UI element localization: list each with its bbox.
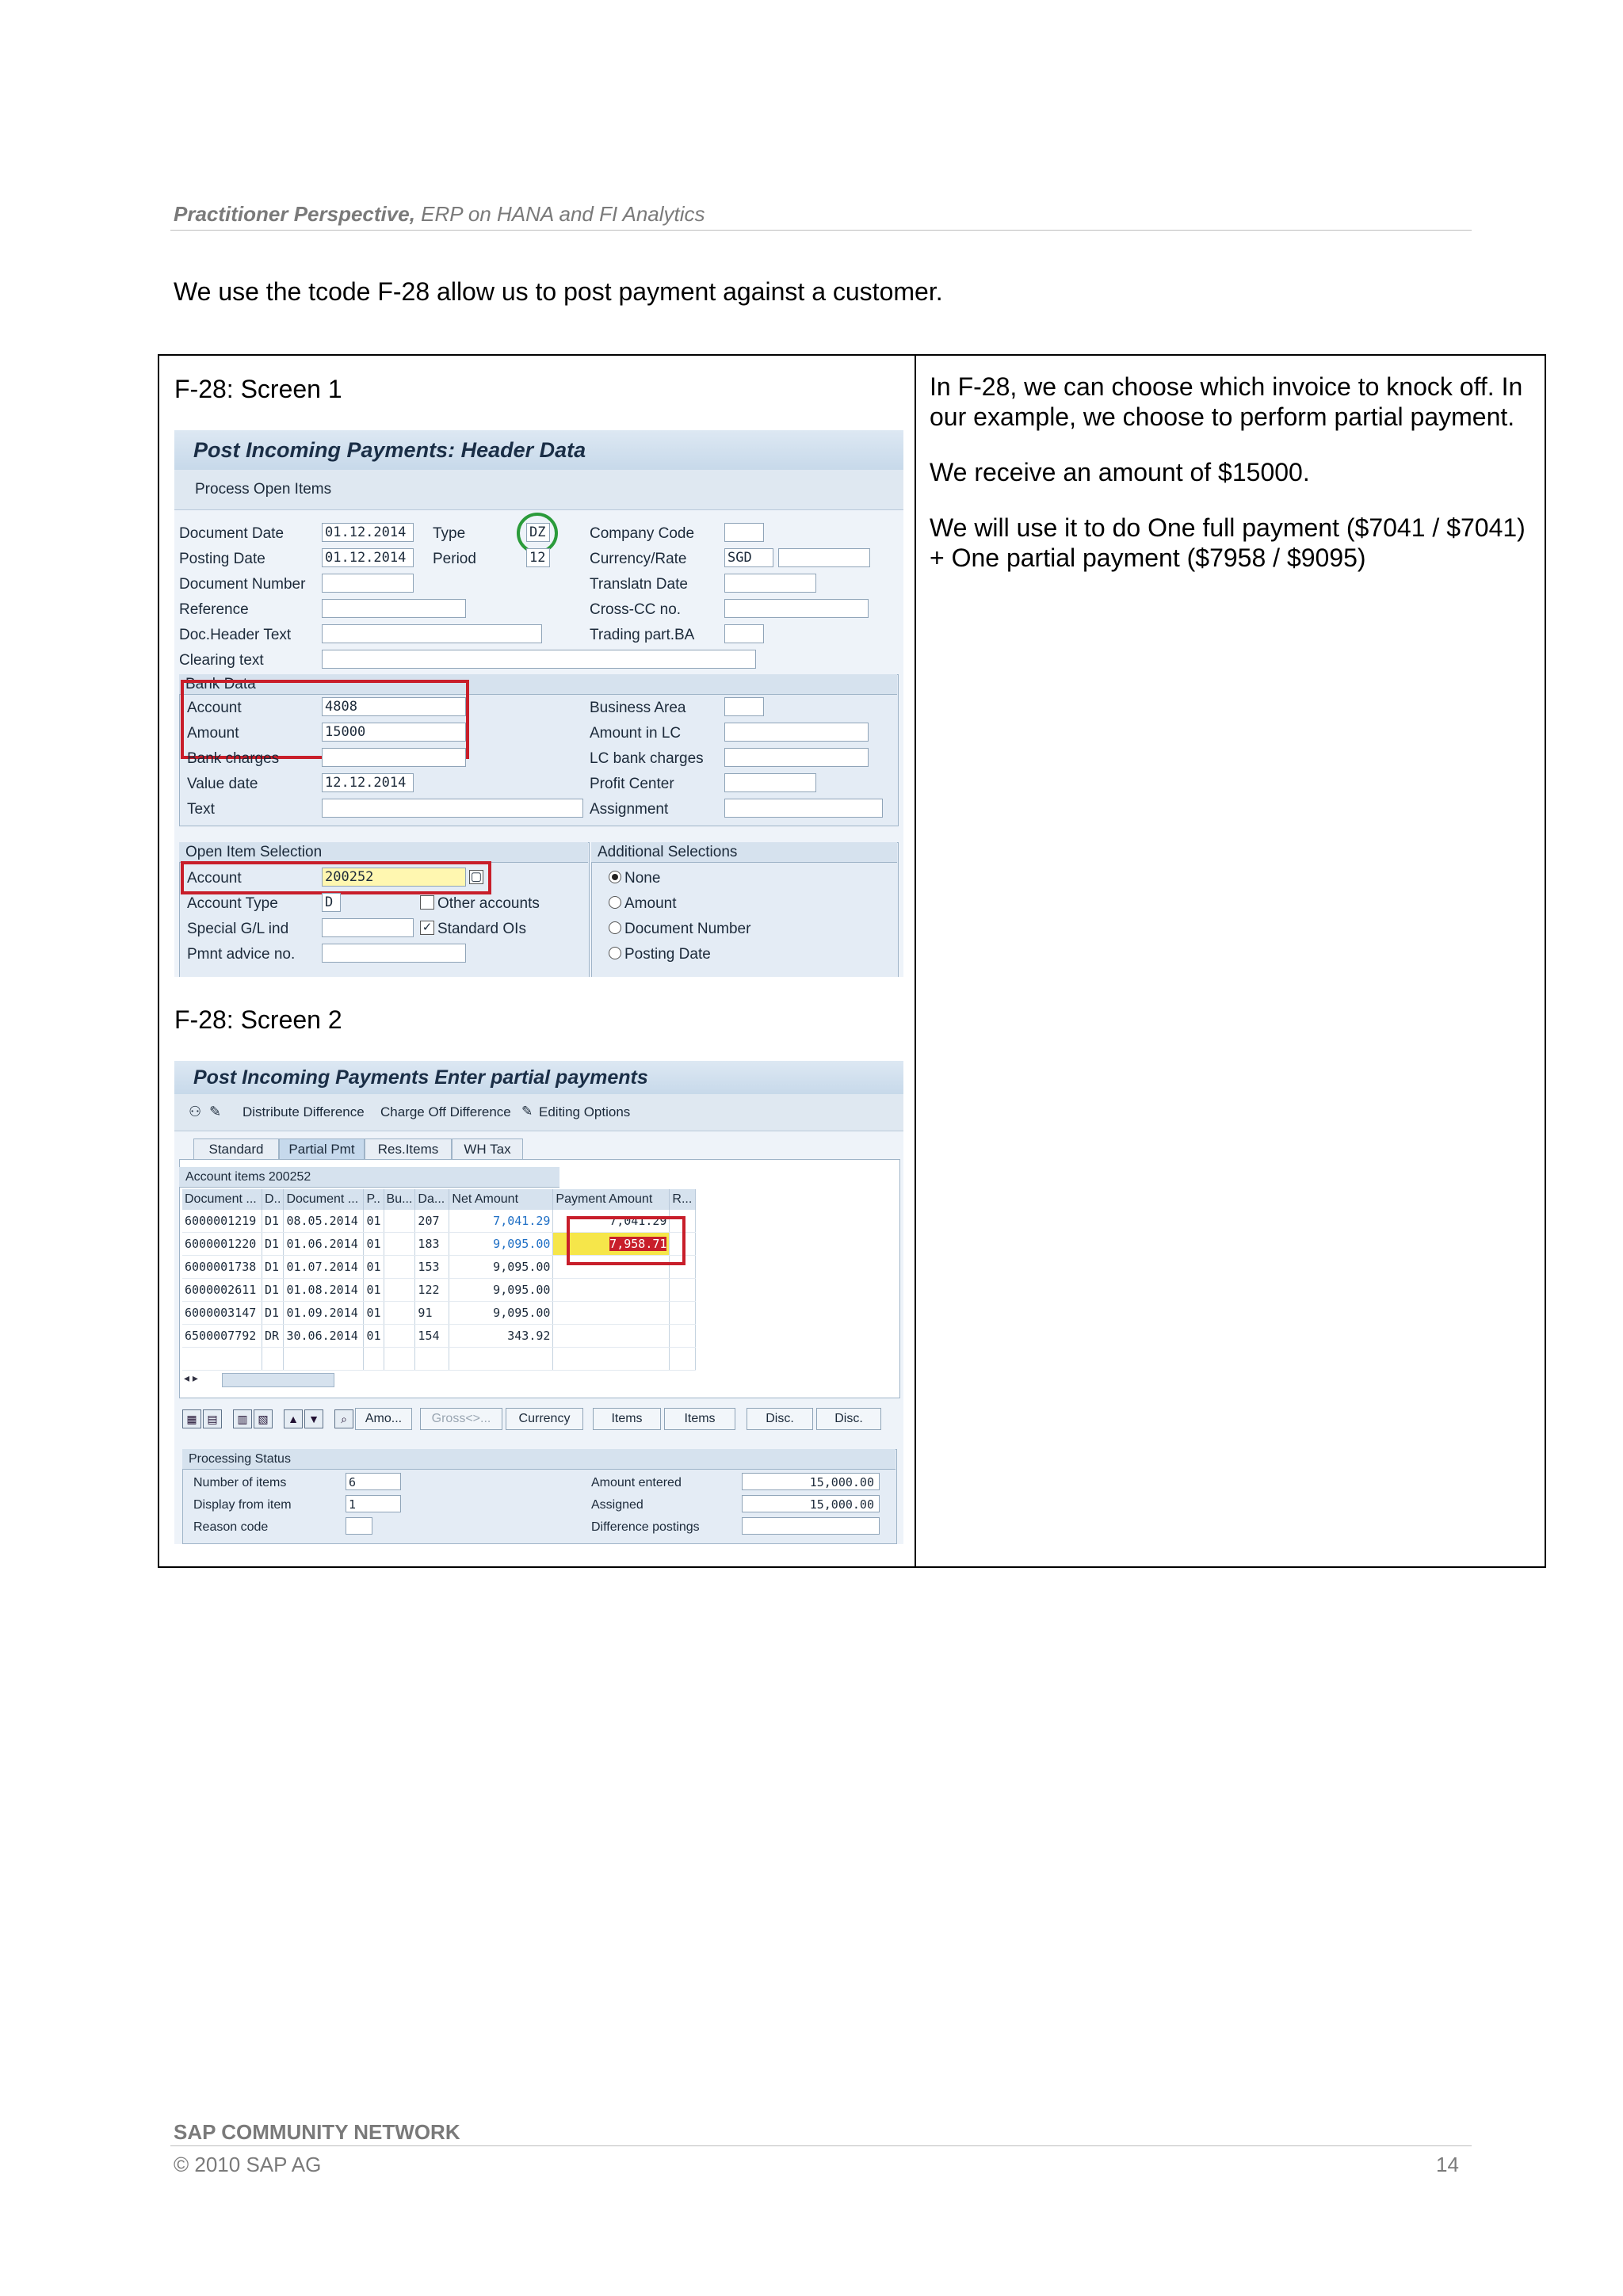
header-rule [170, 230, 1472, 231]
net-amount-cell: 9,095.00 [449, 1279, 553, 1302]
oi-account-field[interactable]: 200252 [322, 868, 466, 887]
amount-field[interactable]: 15000 [322, 723, 466, 742]
cell [384, 1256, 415, 1279]
horizontal-scrollbar[interactable] [222, 1373, 334, 1387]
cell: DR [262, 1325, 284, 1348]
exchange-rate-field[interactable] [778, 548, 870, 567]
radio-empty-icon [609, 896, 621, 909]
cell: D1 [262, 1256, 284, 1279]
radio-none[interactable] [609, 870, 660, 887]
radio-docnum-label: Document Number [624, 921, 751, 937]
open-item-selection-heading: Open Item Selection [179, 842, 588, 863]
cell: 183 [415, 1233, 449, 1256]
account-type-label: Account Type [187, 895, 278, 912]
currency-rate-label: Currency/Rate [590, 551, 687, 567]
screen1-toolbar [174, 470, 903, 510]
tab-standard[interactable]: Standard [193, 1138, 279, 1159]
doc-header-text-label: Doc.Header Text [179, 627, 292, 643]
net-amount-cell: 9,095.00 [449, 1256, 553, 1279]
cell: 01 [364, 1256, 384, 1279]
bank-charges-label: Bank charges [187, 750, 280, 767]
cell: 153 [415, 1256, 449, 1279]
items-activate-button[interactable]: Items [593, 1408, 661, 1430]
reason-code-label: Reason code [193, 1520, 269, 1534]
charge-off-difference-button[interactable]: Charge Off Difference [380, 1104, 511, 1119]
payment-amount-cell[interactable] [553, 1279, 670, 1302]
cell: 01.08.2014 [284, 1279, 364, 1302]
account-type-field[interactable]: D [322, 893, 341, 912]
radio-posting-date[interactable] [609, 946, 711, 963]
trading-part-label: Trading part.BA [590, 627, 695, 643]
radio-empty-icon [609, 947, 621, 959]
col-d[interactable]: D.. [262, 1189, 284, 1210]
tab-partial-pmt[interactable]: Partial Pmt [279, 1138, 365, 1159]
currency-field[interactable]: SGD [724, 548, 773, 567]
scroll-left-right-icon[interactable]: ◂ ▸ [184, 1371, 198, 1384]
cell: 01 [364, 1325, 384, 1348]
business-area-field[interactable] [724, 697, 764, 716]
cell: D1 [262, 1210, 284, 1233]
screen2-title: Post Incoming Payments Enter partial payments [174, 1061, 903, 1094]
cell: 154 [415, 1325, 449, 1348]
search-help-icon[interactable]: ▢ [470, 870, 483, 883]
additional-selections-heading: Additional Selections [591, 842, 897, 863]
edit-icon[interactable]: ✎ [209, 1104, 222, 1119]
disc-deactivate-button[interactable]: Disc. [816, 1408, 881, 1430]
reference-label: Reference [179, 601, 249, 618]
editing-options-button[interactable]: Editing Options [539, 1104, 631, 1119]
tab-res-items[interactable]: Res.Items [365, 1138, 452, 1159]
net-amount-cell: 9,095.00 [449, 1233, 553, 1256]
cell: D1 [262, 1279, 284, 1302]
lc-bank-charges-field[interactable] [724, 748, 869, 767]
filter-icon[interactable]: ▼ [304, 1409, 323, 1428]
cell: 91 [415, 1302, 449, 1325]
pmnt-advice-label: Pmnt advice no. [187, 946, 296, 963]
explanation-p1: In F-28, we can choose which invoice to knock off. In our example, we choose to perform partial payment. [930, 372, 1523, 431]
screen1-title: Post Incoming Payments: Header Data [174, 430, 903, 470]
net-amount-cell: 343.92 [449, 1325, 553, 1348]
select-all-icon[interactable]: ▦ [182, 1409, 201, 1428]
cell [384, 1279, 415, 1302]
processing-status-heading: Processing Status [182, 1449, 896, 1470]
cell: 01.09.2014 [284, 1302, 364, 1325]
tab-wh-tax[interactable]: WH Tax [452, 1138, 523, 1159]
special-gl-field[interactable] [322, 918, 414, 937]
assignment-label: Assignment [590, 801, 669, 818]
grid-title: Account items 200252 [179, 1167, 559, 1188]
standard-ois-label: Standard OIs [437, 921, 526, 937]
company-code-field[interactable] [724, 523, 764, 542]
amount-label: Amount [187, 725, 239, 742]
cell: 01 [364, 1210, 384, 1233]
oi-account-red-highlight [181, 861, 491, 894]
radio-empty-icon [609, 921, 621, 934]
clearing-text-label: Clearing text [179, 652, 264, 669]
intro-text: We use the tcode F-28 allow us to post payment against a customer. [174, 277, 943, 306]
assignment-field[interactable] [724, 799, 883, 818]
difference-postings-label: Difference postings [591, 1520, 700, 1534]
explanation-p3: We will use it to do One full payment ($7041 / $7041) + One partial payment ($7958 / $9095) [930, 513, 1526, 572]
col-r[interactable]: R... [670, 1189, 696, 1210]
radio-amount-label: Amount [624, 895, 677, 912]
table-row [182, 1348, 696, 1371]
period-label: Period [433, 551, 476, 567]
layout-icon[interactable]: ▧ [254, 1409, 273, 1428]
standard-ois-checkbox[interactable]: ✓ [420, 921, 434, 935]
cell [670, 1279, 696, 1302]
col-net-amount[interactable]: Net Amount [449, 1189, 553, 1210]
payment-amount-cell[interactable]: 7,041.29 [553, 1210, 670, 1233]
cell [670, 1325, 696, 1348]
posting-date-label: Posting Date [179, 551, 265, 567]
display-from-item-label: Display from item [193, 1498, 292, 1512]
amount-entered-label: Amount entered [591, 1476, 682, 1489]
payment-amount-cell[interactable]: 7,958.71 [609, 1237, 667, 1251]
header-title-bold: Practitioner Perspective, [174, 202, 415, 226]
bank-data-red-highlight [181, 680, 469, 759]
sap-screen-partial-payments [174, 1061, 903, 1544]
screen2-caption: F-28: Screen 2 [174, 1005, 342, 1034]
distribute-difference-button[interactable]: Distribute Difference [242, 1104, 365, 1119]
deselect-icon[interactable]: ▤ [203, 1409, 222, 1428]
cell: 6000001738 [182, 1256, 262, 1279]
type-field[interactable]: DZ [526, 523, 550, 542]
reason-code-field[interactable] [346, 1517, 372, 1535]
cell: 207 [415, 1210, 449, 1233]
cell: 01 [364, 1233, 384, 1256]
business-area-label: Business Area [590, 700, 686, 716]
cell: D1 [262, 1302, 284, 1325]
number-of-items-label: Number of items [193, 1476, 287, 1489]
gross-net-button[interactable]: Gross<>... [420, 1408, 502, 1430]
cell [384, 1325, 415, 1348]
cell: 6000002611 [182, 1279, 262, 1302]
footer-rule [170, 2145, 1472, 2146]
col-p[interactable]: P.. [364, 1189, 384, 1210]
posting-date-field[interactable]: 01.12.2014 [322, 548, 414, 567]
type-label: Type [433, 525, 466, 542]
display-from-item-field[interactable]: 1 [346, 1495, 401, 1512]
page-number: 14 [1436, 2153, 1459, 2176]
payment-amount-cell[interactable] [553, 1325, 670, 1348]
header-title-rest: ERP on HANA and FI Analytics [414, 202, 705, 226]
table-row[interactable] [182, 1302, 696, 1325]
col-bu[interactable]: Bu... [384, 1189, 415, 1210]
grid-header-row [182, 1189, 696, 1210]
radio-selected-icon [609, 871, 621, 883]
bank-account-field[interactable]: 4808 [322, 697, 466, 716]
clearing-text-field[interactable] [322, 650, 756, 669]
cell: 6000001220 [182, 1233, 262, 1256]
value-date-field[interactable]: 12.12.2014 [322, 773, 414, 792]
col-document[interactable]: Document ... [182, 1189, 262, 1210]
doc-header-text-field[interactable] [322, 624, 542, 643]
currency-button[interactable]: Currency [506, 1408, 583, 1430]
company-code-label: Company Code [590, 525, 695, 542]
translatn-date-field[interactable] [724, 574, 816, 593]
sap-screen-header-data [174, 430, 903, 977]
radio-document-number[interactable] [609, 921, 750, 938]
text-label: Text [187, 801, 215, 818]
cell: 08.05.2014 [284, 1210, 364, 1233]
cell: 01.06.2014 [284, 1233, 364, 1256]
number-of-items-field: 6 [346, 1473, 401, 1490]
document-number-label: Document Number [179, 576, 306, 593]
other-accounts-checkbox[interactable] [420, 895, 434, 910]
cell [384, 1233, 415, 1256]
cell: 122 [415, 1279, 449, 1302]
cell [384, 1210, 415, 1233]
items-deactivate-button[interactable]: Items [664, 1408, 735, 1430]
document-date-field[interactable]: 01.12.2014 [322, 523, 414, 542]
value-date-label: Value date [187, 776, 258, 792]
difference-postings-field [742, 1517, 880, 1535]
radio-postdate-label: Posting Date [624, 946, 711, 963]
process-open-items-button[interactable]: Process Open Items [195, 481, 332, 498]
lc-bank-charges-label: LC bank charges [590, 750, 704, 767]
bank-data-heading: Bank Data [179, 674, 897, 695]
reference-field[interactable] [322, 599, 466, 618]
cell [670, 1302, 696, 1325]
pencil-icon: ✎ [521, 1104, 533, 1119]
content-table [158, 354, 1546, 1568]
cell: 6000003147 [182, 1302, 262, 1325]
assigned-label: Assigned [591, 1498, 643, 1512]
details-icon[interactable]: ▥ [233, 1409, 252, 1428]
document-date-label: Document Date [179, 525, 285, 542]
special-gl-label: Special G/L ind [187, 921, 289, 937]
table-row[interactable] [182, 1325, 696, 1348]
assigned-field: 15,000.00 [742, 1495, 880, 1512]
other-accounts-label: Other accounts [437, 895, 540, 912]
cell: 01 [364, 1302, 384, 1325]
amount-button[interactable]: Amo... [355, 1408, 412, 1430]
cell: 01.07.2014 [284, 1256, 364, 1279]
net-amount-cell: 7,041.29 [449, 1210, 553, 1233]
explanation-p2: We receive an amount of $15000. [930, 458, 1310, 486]
sort-asc-icon[interactable]: ▲ [284, 1409, 303, 1428]
cell: 01 [364, 1279, 384, 1302]
cell: 6000001219 [182, 1210, 262, 1233]
bank-charges-field[interactable] [322, 748, 466, 767]
cell: D1 [262, 1233, 284, 1256]
col-days[interactable]: Da... [415, 1189, 449, 1210]
explanation-text [930, 372, 1540, 598]
col-payment-amount[interactable]: Payment Amount [553, 1189, 670, 1210]
text-field[interactable] [322, 799, 583, 818]
amount-lc-field[interactable] [724, 723, 869, 742]
cell [384, 1302, 415, 1325]
screen1-caption: F-28: Screen 1 [174, 375, 342, 403]
cell: 30.06.2014 [284, 1325, 364, 1348]
column-divider [915, 356, 916, 1566]
profit-center-field[interactable] [724, 773, 816, 792]
trading-part-field[interactable] [724, 624, 764, 643]
amount-lc-label: Amount in LC [590, 725, 682, 742]
running-header [174, 202, 705, 227]
cross-cc-field[interactable] [724, 599, 869, 618]
cell: 6500007792 [182, 1325, 262, 1348]
footer-network: SAP COMMUNITY NETWORK [174, 2120, 460, 2144]
amount-entered-field: 15,000.00 [742, 1473, 880, 1490]
profit-center-label: Profit Center [590, 776, 674, 792]
footer-copyright: © 2010 SAP AG [174, 2153, 322, 2176]
translatn-date-label: Translatn Date [590, 576, 688, 593]
col-document-date[interactable]: Document ... [284, 1189, 364, 1210]
oi-account-label: Account [187, 870, 242, 887]
pmnt-advice-field[interactable] [322, 944, 466, 963]
document-number-field[interactable] [322, 574, 414, 593]
bank-account-label: Account [187, 700, 242, 716]
period-field[interactable]: 12 [526, 548, 550, 567]
payment-amount-cell[interactable] [553, 1302, 670, 1325]
radio-amount[interactable] [609, 895, 676, 913]
disc-activate-button[interactable]: Disc. [747, 1408, 813, 1430]
radio-none-label: None [624, 870, 661, 887]
find-icon[interactable]: ⌕ [334, 1409, 353, 1428]
person-icon[interactable]: ⚇ [189, 1104, 202, 1119]
net-amount-cell: 9,095.00 [449, 1302, 553, 1325]
cross-cc-label: Cross-CC no. [590, 601, 682, 618]
payment-red-highlight [567, 1216, 685, 1265]
table-row[interactable] [182, 1279, 696, 1302]
screen2-toolbar [174, 1094, 903, 1131]
